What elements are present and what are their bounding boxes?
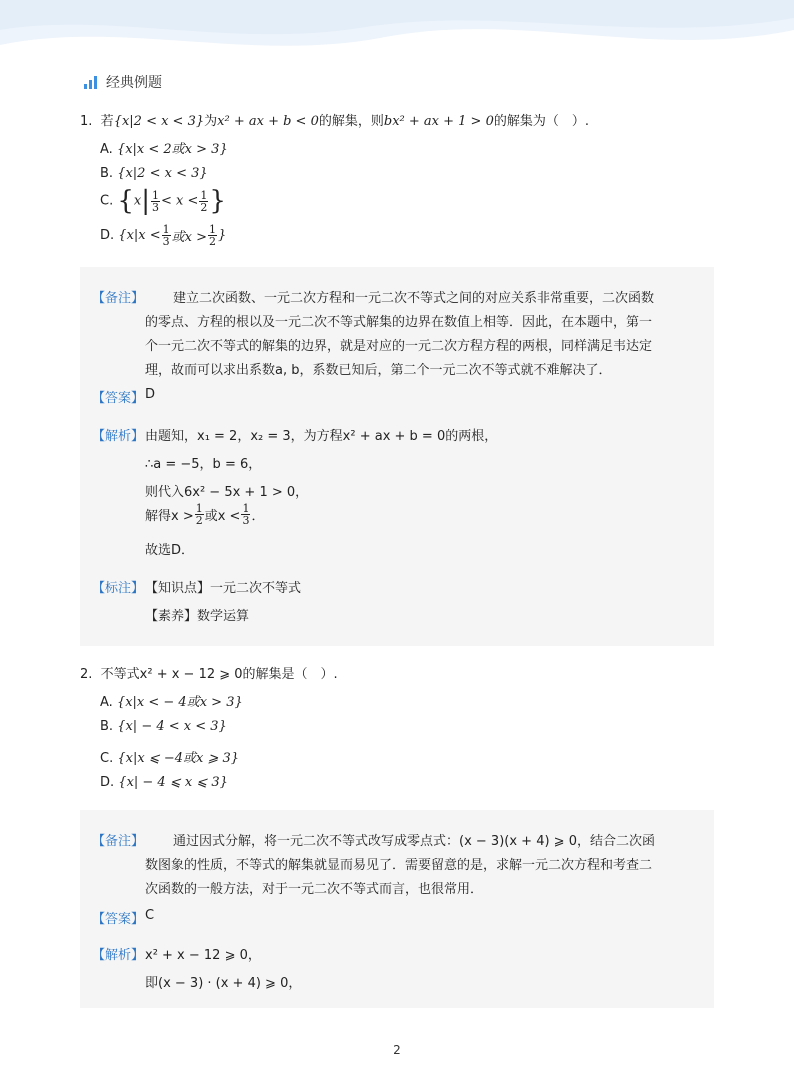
q1-tag-line: 【素养】数学运算 bbox=[145, 609, 250, 624]
page-number: 2 bbox=[393, 1043, 401, 1057]
q2-answer: C bbox=[145, 908, 155, 923]
q2-note-line: 次函数的一般方法，对于一元二次不等式而言，也很常用． bbox=[145, 882, 484, 897]
q1-note-label: 【备注】 bbox=[92, 291, 145, 306]
q1-option-d[interactable]: D. {x|x < $\frac{1}{3}$ 或x > $\frac{1}{2}$ } bbox=[100, 223, 227, 248]
q1-note-line: 建立二次函数、一元二次方程和一元二次不等式之间的对应关系非常重要，二次函数 bbox=[173, 291, 655, 306]
section-title: 经典例题 bbox=[106, 75, 162, 91]
q1-note-line: 个一元二次不等式的解集的边界，就是对应的一元二次方程方程的两根，同样满足韦达定 bbox=[145, 339, 653, 354]
q2-note-line: 数图象的性质，不等式的解集就显而易见了．需要留意的是，求解一元二次方程和考查二 bbox=[145, 858, 653, 873]
q1-analysis-line: ∴a = −5，b = 6， bbox=[145, 457, 262, 472]
q2-note-line: 通过因式分解，将一元二次不等式改写成零点式：(x − 3)(x + 4) ⩾ 0，结合二次函 bbox=[173, 834, 655, 849]
q2-stem: 2. 不等式x² + x − 12 ⩾ 0的解集是（ ）. bbox=[80, 667, 338, 682]
q1-analysis-frac-line: 解得x > $\frac{1}{2}$ 或x < $\frac{1}{3}$ ． bbox=[145, 502, 265, 527]
q1-analysis-line: 故选D． bbox=[145, 543, 195, 558]
q1-stem: 1. 若{x|2 < x < 3}为x² + ax + b < 0的解集，则bx² + ax + 1 > 0的解集为（ ）. bbox=[80, 114, 589, 129]
section-heading bbox=[84, 72, 162, 92]
header-wave-decoration bbox=[0, 0, 794, 60]
q1-note-line: 理，故而可以求出系数a, b，系数已知后，第二个一元二次不等式就不难解决了． bbox=[145, 363, 612, 378]
q1-analysis-line: 则代入6x² − 5x + 1 > 0， bbox=[145, 485, 309, 500]
q1-answer-label: 【答案】 bbox=[92, 391, 145, 406]
q1-option-c[interactable]: C. {x| $\frac{1}{3}$ < x < $\frac{1}{2}$ } bbox=[100, 186, 226, 216]
q1-option-b[interactable]: B. {x|2 < x < 3} bbox=[100, 166, 208, 181]
q2-option-c[interactable]: C. {x|x ⩽ −4或x ⩾ 3} bbox=[100, 751, 240, 766]
q1-option-a[interactable]: A. {x|x < 2或x > 3} bbox=[100, 142, 228, 157]
q1-analysis-label: 【解析】 bbox=[92, 429, 145, 444]
q1-answer: D bbox=[145, 387, 156, 402]
q2-analysis-line: 即(x − 3) · (x + 4) ⩾ 0， bbox=[145, 976, 302, 991]
q2-analysis-label: 【解析】 bbox=[92, 948, 145, 963]
q1-analysis-line: 由题知，x₁ = 2，x₂ = 3，为方程x² + ax + b = 0的两根， bbox=[145, 429, 498, 444]
q1-explanation-panel bbox=[80, 267, 714, 646]
q2-analysis-line: x² + x − 12 ⩾ 0， bbox=[145, 948, 261, 963]
q1-note-line: 的零点、方程的根以及一元二次不等式解集的边界在数值上相等．因此，在本题中，第一 bbox=[145, 315, 653, 330]
q2-explanation-panel bbox=[80, 810, 714, 1008]
q2-option-b[interactable]: B. {x| − 4 < x < 3} bbox=[100, 719, 227, 734]
q2-answer-label: 【答案】 bbox=[92, 912, 145, 927]
q2-note-label: 【备注】 bbox=[92, 834, 145, 849]
bar-chart-icon bbox=[84, 76, 97, 89]
q1-tag-line: 【知识点】一元二次不等式 bbox=[145, 581, 302, 596]
q1-tag-label: 【标注】 bbox=[92, 581, 145, 596]
q2-option-d[interactable]: D. {x| − 4 ⩽ x ⩽ 3} bbox=[100, 775, 228, 790]
q2-option-a[interactable]: A. {x|x < − 4或x > 3} bbox=[100, 695, 243, 710]
